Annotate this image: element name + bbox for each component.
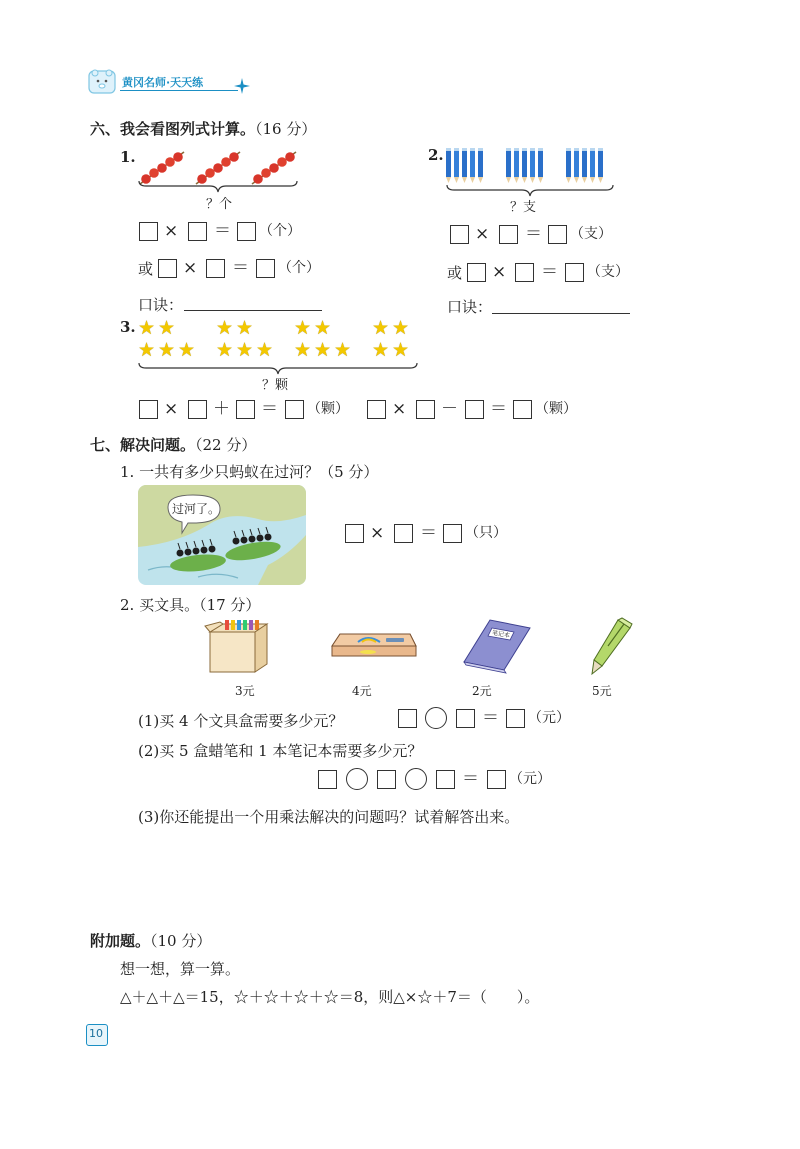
star-icon: ★ [372,339,390,361]
times-sign: × [475,224,490,244]
page-number: 10 [89,1027,103,1040]
star-icon: ★ [216,317,234,339]
bear-logo-icon [88,68,118,96]
times-sign: × [164,221,179,241]
sub3-answer-area[interactable] [138,830,658,910]
sub2-text: (2)买 5 盒蜡笔和 1 本笔记本需要多少元？ [138,742,423,760]
q1-answer-box[interactable] [256,259,275,278]
q1-answer-box[interactable] [188,222,207,241]
star-icon: ★ [372,317,390,339]
q2-koujue-label: 口诀： [447,298,493,316]
pencil-case-price: 4元 [352,684,372,698]
q2-answer-box[interactable] [548,225,567,244]
sub2-operator-circle[interactable] [405,768,427,790]
bonus-line1: 想一想，算一算。 [120,960,241,978]
star-icon: ★ [178,339,196,361]
q2-unit: （支） [587,264,629,280]
star-icon: ★ [314,317,332,339]
q3-brace-label: ？颗 [262,378,289,393]
equals-sign: ＝ [214,221,231,241]
q3-answer-box[interactable] [285,400,304,419]
bonus-title [90,930,211,951]
sub1-answer-box[interactable] [506,709,525,728]
star-icon: ★ [158,339,176,361]
s7q1-answer-box[interactable] [345,524,364,543]
times-sign: × [183,258,198,278]
section7-title [90,434,256,455]
section7-score: （22 分） [195,436,257,454]
q2-brace-label: ？支 [510,200,537,215]
q2-answer-box[interactable] [499,225,518,244]
star-icon: ★ [314,339,332,361]
q1-koujue-line[interactable] [184,310,322,311]
crayon-price: 3元 [235,684,255,698]
star-icon: ★ [236,317,254,339]
q2-or: 或 [447,264,463,282]
q1-number: 1. [120,148,136,166]
bonus-score: （10 分） [150,932,212,950]
q3-answer-box[interactable] [236,400,255,419]
q2-answer-box[interactable] [467,263,486,282]
q3-answer-box[interactable] [139,400,158,419]
minus-sign: － [441,399,458,419]
sub1-operator-circle[interactable] [425,707,447,729]
sub2-answer-box[interactable] [318,770,337,789]
q1-brace-label: ？个 [206,197,233,212]
star-icon: ★ [294,339,312,361]
speech-bubble-text: 过河了。 [172,502,221,516]
section7-heading: 七、解决问题。 [90,436,196,454]
q2-koujue-line[interactable] [492,313,630,314]
s7q1-unit: （只） [465,525,507,541]
logo-text: 黄冈名师·天天练 [122,76,204,89]
star-icon: ★ [216,339,234,361]
q3-answer-box[interactable] [188,400,207,419]
q1-unit: （个） [259,223,301,239]
q3-number: 3. [120,318,136,336]
q3-answer-box[interactable] [513,400,532,419]
q3-unit: （颗） [307,401,349,417]
section6-score: （16 分） [255,120,317,138]
times-sign: × [370,523,385,543]
sub2-answer-box[interactable] [377,770,396,789]
equals-sign: ＝ [462,769,479,789]
notebook-label: 笔记本 [491,629,511,640]
section6-heading: 六、我会看图列式计算。 [90,120,256,138]
times-sign: × [492,262,507,282]
section6-title [90,118,316,139]
pen-icon [588,618,638,678]
star-icon: ★ [138,339,156,361]
logo-underline [120,90,238,91]
ant-river-illustration [138,485,306,585]
q3-answer-box[interactable] [416,400,435,419]
sub2-unit: （元） [509,771,551,787]
star-icon: ★ [334,339,352,361]
pencils-icon [446,148,616,188]
equals-sign: ＝ [420,523,437,543]
sub2-operator-circle[interactable] [346,768,368,790]
star-icon: ★ [392,339,410,361]
equals-sign: ＝ [482,708,499,728]
star-icon: ★ [138,317,156,339]
q3-unit: （颗） [535,401,577,417]
plus-sign: ＋ [213,399,230,419]
q1-answer-box[interactable] [237,222,256,241]
river-scene-icon [138,485,306,585]
equals-sign: ＝ [232,258,249,278]
q3-answer-box[interactable] [465,400,484,419]
star-icon: ★ [392,317,410,339]
sub2-answer-box[interactable] [436,770,455,789]
q1-unit: （个） [278,260,320,276]
equals-sign: ＝ [490,399,507,419]
sub1-answer-box[interactable] [398,709,417,728]
q2-answer-box[interactable] [515,263,534,282]
bonus-heading: 附加题。 [90,932,151,950]
q1-answer-box[interactable] [158,259,177,278]
q2-answer-box[interactable] [450,225,469,244]
q2-answer-box[interactable] [565,263,584,282]
pencil-case-icon [328,628,418,668]
star-icon: ★ [294,317,312,339]
page-number-badge [86,1024,108,1046]
s7-q1-text: 1. 一共有多少只蚂蚁在过河？（5 分） [120,463,379,481]
header-logo [88,68,258,96]
sub3-text: (3)你还能提出一个用乘法解决的问题吗？试着解答出来。 [138,808,520,826]
s7q1-answer-box[interactable] [394,524,413,543]
times-sign: × [392,399,407,419]
sub2-answer-box[interactable] [487,770,506,789]
sub1-unit: （元） [528,710,570,726]
sparkle-icon [234,78,250,94]
star-icon: ★ [236,339,254,361]
star-icon: ★ [158,317,176,339]
notebook-illustration [462,618,532,673]
pen-price: 5元 [592,684,612,698]
sub1-answer-box[interactable] [456,709,475,728]
q2-number: 2. [428,146,444,164]
q1-answer-box[interactable] [139,222,158,241]
q3-answer-box[interactable] [367,400,386,419]
equals-sign: ＝ [541,262,558,282]
s7q1-answer-box[interactable] [443,524,462,543]
q1-answer-box[interactable] [206,259,225,278]
times-sign: × [164,399,179,419]
crayon-box-icon [205,620,275,675]
q1-koujue-label: 口诀： [138,296,184,314]
q1-or: 或 [138,260,154,278]
q1-brace [138,180,298,194]
bonus-line2: △＋△＋△＝15，☆＋☆＋☆＋☆＝8，则△×☆＋7＝（ ）。 [120,988,540,1006]
s7-q2-text: 2. 买文具。（17 分） [120,596,261,614]
sub1-text: (1)买 4 个文具盒需要多少元？ [138,712,344,730]
notebook-icon [462,618,532,673]
equals-sign: ＝ [525,224,542,244]
notebook-price: 2元 [472,684,492,698]
q2-unit: （支） [570,226,612,242]
star-icon: ★ [256,339,274,361]
equals-sign: ＝ [261,399,278,419]
